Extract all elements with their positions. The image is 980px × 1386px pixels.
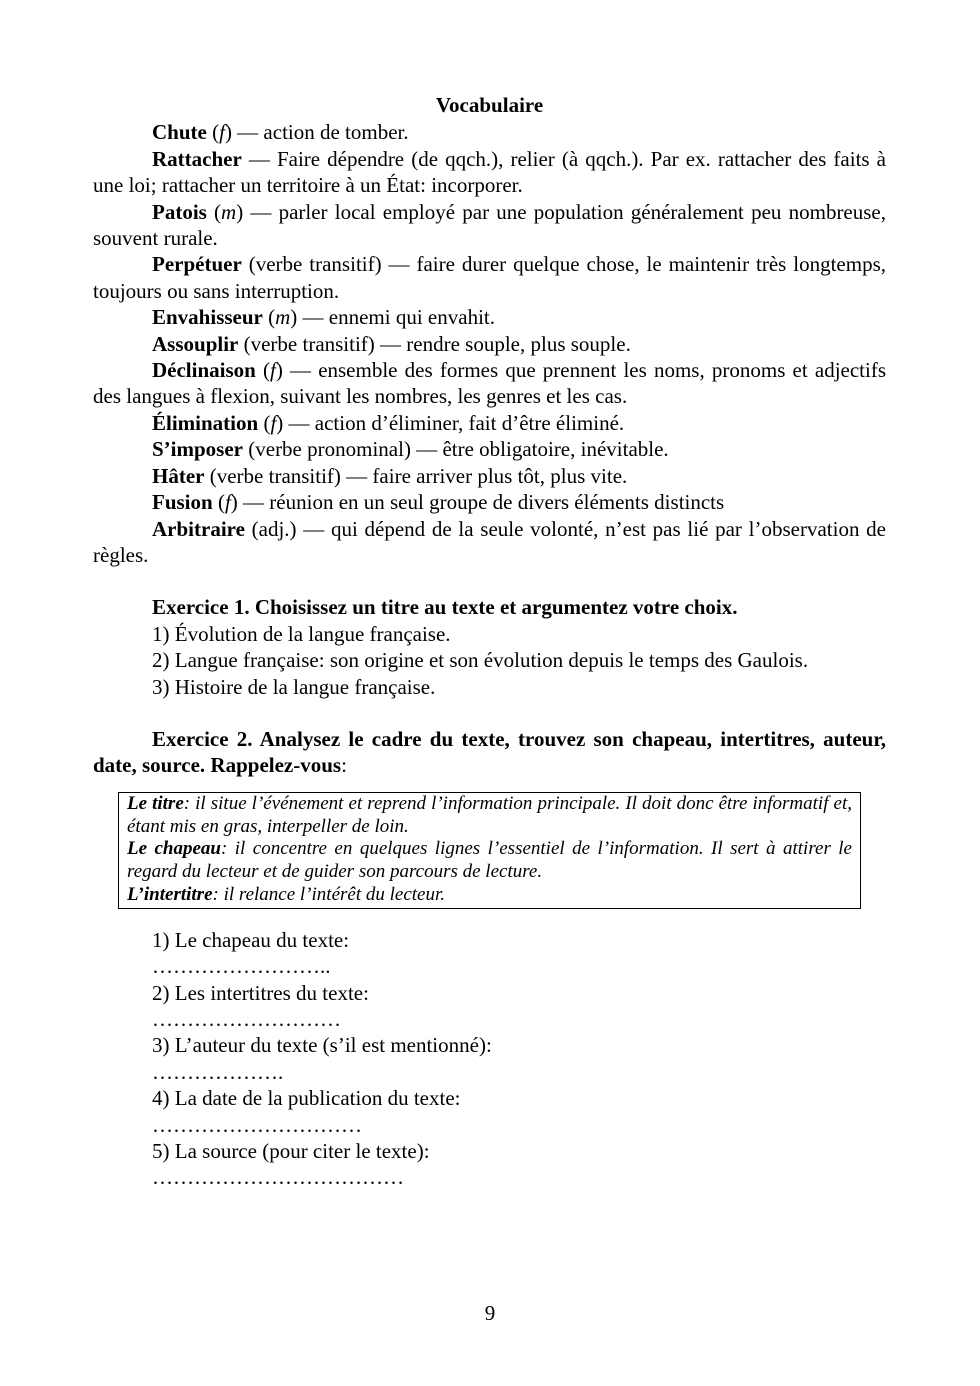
vocab-open: ( — [258, 410, 271, 435]
exercise2-heading-text: Exercice 2. Analysez le cadre du texte, trouvez son chapeau, intertitres, auteur, date, source. Rappelez-vous — [93, 726, 886, 778]
page-content — [93, 92, 886, 1191]
answer-date[interactable]: ………………………… — [152, 1112, 362, 1137]
vocab-entry — [93, 516, 886, 569]
reminder-text: : il concentre en quelques lignes l’essentiel de l’information. Il sert à attirer le regard du lecteur et de guider son parcours de lecture. — [127, 838, 852, 883]
vocab-entry — [93, 304, 886, 330]
vocab-definition: — Faire dépendre (de qqch.), relier (à qqch.). Par ex. rattacher des faits à une loi; rattacher un territoire à un État: incorporer. — [93, 146, 886, 198]
vocab-open: ( — [262, 305, 276, 330]
answer-source[interactable]: ……………………………… — [152, 1165, 404, 1190]
vocab-definition: (verbe transitif) — faire arriver plus tôt, plus vite. — [204, 463, 628, 488]
vocabulary-list — [93, 119, 886, 568]
vocab-term: Rattacher — [152, 146, 242, 171]
vocab-definition: (adj.) — qui dépend de la seule volonté, n’est pas lié par l’observation de règles. — [93, 516, 886, 567]
vocab-definition: ) — action de tomber. — [224, 120, 409, 145]
vocab-term: Assouplir — [152, 331, 239, 356]
section-title: Vocabulaire — [435, 93, 544, 117]
vocab-term: S’imposer — [152, 437, 243, 462]
vocab-definition: ) — ensemble des formes que prennent les noms, pronoms et adjectifs des langues à flexion, suivant les nombres, les genres et les cas. — [93, 358, 887, 409]
vocab-entry — [93, 489, 886, 515]
vocab-term: Fusion — [152, 490, 213, 515]
vocab-entry — [93, 463, 886, 489]
reminder-text: : il relance l’intérêt du lecteur. — [212, 883, 445, 905]
vocab-term: Déclinaison — [152, 358, 256, 383]
vocab-open: ( — [206, 120, 220, 145]
exercise1-option: 3) Histoire de la langue française. — [152, 674, 436, 699]
reminder-item — [127, 793, 852, 839]
reminder-item — [127, 838, 852, 884]
exercise1-options — [93, 621, 886, 700]
vocab-gender: f — [270, 358, 276, 383]
answer-auteur[interactable]: ………………. — [152, 1059, 284, 1084]
vocab-entry — [93, 119, 886, 145]
vocab-term: Envahisseur — [152, 305, 263, 330]
exercise1-option: 2) Langue française: son origine et son évolution depuis le temps des Gaulois. — [152, 648, 809, 673]
vocab-entry — [93, 331, 886, 357]
answer-chapeau[interactable]: …………………….. — [152, 954, 331, 979]
vocab-term: Patois — [152, 199, 207, 224]
reminder-item — [127, 884, 852, 907]
vocab-entry — [93, 436, 886, 462]
vocab-entry — [93, 251, 886, 304]
vocab-definition: ) — action d’éliminer, fait d’être éliminé. — [276, 410, 625, 435]
reminder-text: : il situe l’événement et reprend l’information principale. Il doit donc être informatif et, étant mis en gras, interpeller de loin. — [127, 792, 853, 837]
exercise2-heading-colon: : — [341, 753, 347, 778]
question-label: 2) Les intertitres du texte: — [152, 980, 369, 1005]
vocab-definition: ) — ennemi qui envahit. — [290, 305, 495, 330]
vocab-definition: ) — réunion en un seul groupe de divers éléments distincts — [230, 490, 725, 515]
vocab-open: ( — [255, 358, 271, 383]
question-label: 1) Le chapeau du texte: — [152, 927, 350, 952]
exercise2-questions — [152, 927, 886, 1191]
page-number: 9 — [484, 1301, 496, 1325]
vocab-definition: ) — parler local employé par une population généralement peu nombreuse, souvent rurale. — [93, 199, 886, 251]
vocab-definition: (verbe transitif) — rendre souple, plus souple. — [238, 331, 631, 356]
vocab-definition: (verbe transitif) — faire durer quelque chose, le maintenir très longtemps, toujours ou sans interruption. — [93, 252, 886, 303]
exercise1-heading: Exercice 1. Choisissez un titre au texte et argumentez votre choix. — [152, 595, 738, 620]
vocab-entry — [93, 357, 886, 410]
vocab-definition: (verbe pronominal) — être obligatoire, inévitable. — [243, 437, 669, 462]
question-label: 4) La date de la publication du texte: — [152, 1086, 461, 1111]
vocab-open: ( — [212, 490, 225, 515]
vocab-gender: f — [270, 410, 277, 435]
vocab-term: Arbitraire — [152, 516, 245, 541]
reminder-term: Le chapeau — [127, 838, 221, 860]
vocab-term: Perpétuer — [152, 252, 242, 277]
reminder-term: Le titre — [127, 792, 184, 814]
reminder-box — [118, 792, 861, 909]
reminder-term: L’intertitre — [127, 883, 213, 905]
question-label: 3) L’auteur du texte (s’il est mentionné): — [152, 1033, 492, 1058]
vocab-open: ( — [206, 199, 222, 224]
vocab-entry — [93, 410, 886, 436]
vocab-gender: f — [219, 120, 225, 145]
vocab-gender: m — [221, 199, 237, 224]
vocab-term: Élimination — [152, 410, 259, 435]
answer-intertitres[interactable]: ……………………… — [152, 1006, 341, 1031]
vocab-term: Chute — [152, 120, 207, 145]
vocab-term: Hâter — [152, 463, 205, 488]
vocab-gender: m — [275, 305, 291, 330]
question-label: 5) La source (pour citer le texte): — [152, 1138, 430, 1163]
vocab-entry — [93, 146, 886, 199]
exercise2-heading — [93, 726, 886, 779]
exercise1-option: 1) Évolution de la langue française. — [152, 621, 451, 646]
vocab-entry — [93, 199, 886, 252]
vocab-gender: f — [224, 490, 231, 515]
